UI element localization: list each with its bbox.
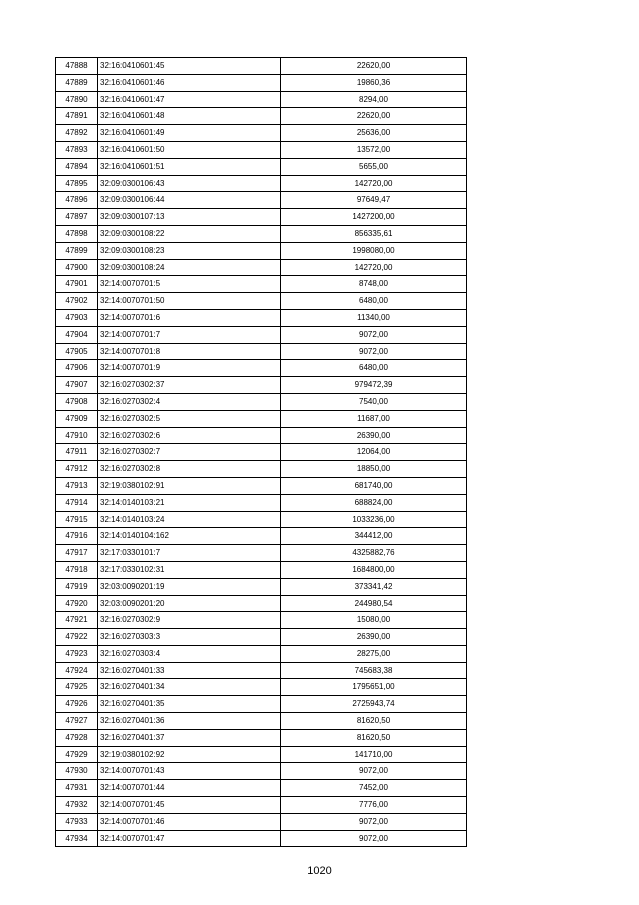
cadastral-value-cell: 11687,00 xyxy=(281,410,467,427)
row-number-cell: 47913 xyxy=(56,477,98,494)
table-row xyxy=(56,696,467,713)
cadastral-number-cell: 32:09:0300107:13 xyxy=(98,209,281,226)
table-row xyxy=(56,746,467,763)
cadastral-number-cell: 32:16:0270401:37 xyxy=(98,729,281,746)
row-number-cell: 47908 xyxy=(56,393,98,410)
row-number-cell: 47922 xyxy=(56,629,98,646)
cadastral-number-cell: 32:16:0270302:8 xyxy=(98,461,281,478)
row-number-cell: 47934 xyxy=(56,830,98,847)
table-row xyxy=(56,595,467,612)
table-row xyxy=(56,377,467,394)
cadastral-number-cell: 32:16:0270401:33 xyxy=(98,662,281,679)
table-row xyxy=(56,528,467,545)
row-number-cell: 47933 xyxy=(56,813,98,830)
table-row xyxy=(56,444,467,461)
cadastral-number-cell: 32:16:0270303:3 xyxy=(98,629,281,646)
cadastral-value-cell: 2725943,74 xyxy=(281,696,467,713)
table-row xyxy=(56,679,467,696)
row-number-cell: 47888 xyxy=(56,58,98,75)
cadastral-number-cell: 32:17:0330101:7 xyxy=(98,545,281,562)
row-number-cell: 47928 xyxy=(56,729,98,746)
table-row xyxy=(56,763,467,780)
row-number-cell: 47896 xyxy=(56,192,98,209)
table-row xyxy=(56,578,467,595)
row-number-cell: 47914 xyxy=(56,494,98,511)
row-number-cell: 47901 xyxy=(56,276,98,293)
table-row xyxy=(56,561,467,578)
table-row xyxy=(56,797,467,814)
table-row xyxy=(56,343,467,360)
row-number-cell: 47930 xyxy=(56,763,98,780)
cadastral-value-cell: 8294,00 xyxy=(281,91,467,108)
table-row xyxy=(56,662,467,679)
table-row xyxy=(56,242,467,259)
row-number-cell: 47889 xyxy=(56,74,98,91)
cadastral-number-cell: 32:09:0300108:23 xyxy=(98,242,281,259)
row-number-cell: 47917 xyxy=(56,545,98,562)
cadastral-value-cell: 745683,38 xyxy=(281,662,467,679)
table-row xyxy=(56,276,467,293)
cadastral-value-cell: 97649,47 xyxy=(281,192,467,209)
cadastral-value-cell: 6480,00 xyxy=(281,293,467,310)
table-row xyxy=(56,729,467,746)
cadastral-value-cell: 856335,61 xyxy=(281,225,467,242)
row-number-cell: 47893 xyxy=(56,141,98,158)
cadastral-number-cell: 32:16:0410601:47 xyxy=(98,91,281,108)
cadastral-number-cell: 32:14:0070701:7 xyxy=(98,326,281,343)
cadastral-value-cell: 979472,39 xyxy=(281,377,467,394)
cadastral-value-cell: 681740,00 xyxy=(281,477,467,494)
row-number-cell: 47923 xyxy=(56,645,98,662)
table-row xyxy=(56,259,467,276)
row-number-cell: 47890 xyxy=(56,91,98,108)
row-number-cell: 47916 xyxy=(56,528,98,545)
cadastral-number-cell: 32:14:0070701:46 xyxy=(98,813,281,830)
cadastral-number-cell: 32:16:0410601:48 xyxy=(98,108,281,125)
row-number-cell: 47921 xyxy=(56,612,98,629)
cadastral-value-cell: 373341,42 xyxy=(281,578,467,595)
cadastral-value-cell: 81620,50 xyxy=(281,713,467,730)
row-number-cell: 47897 xyxy=(56,209,98,226)
page-number: 1020 xyxy=(307,865,332,877)
table-row xyxy=(56,629,467,646)
cadastral-number-cell: 32:14:0140104:162 xyxy=(98,528,281,545)
table-row xyxy=(56,192,467,209)
row-number-cell: 47905 xyxy=(56,343,98,360)
row-number-cell: 47906 xyxy=(56,360,98,377)
table-row xyxy=(56,74,467,91)
cadastral-value-cell: 688824,00 xyxy=(281,494,467,511)
cadastral-value-cell: 22620,00 xyxy=(281,108,467,125)
cadastral-value-cell: 15080,00 xyxy=(281,612,467,629)
cadastral-value-cell: 141710,00 xyxy=(281,746,467,763)
table-row xyxy=(56,293,467,310)
row-number-cell: 47909 xyxy=(56,410,98,427)
cadastral-number-cell: 32:14:0070701:44 xyxy=(98,780,281,797)
table-row xyxy=(56,830,467,847)
table-row xyxy=(56,511,467,528)
cadastral-number-cell: 32:19:0380102:91 xyxy=(98,477,281,494)
table-row xyxy=(56,209,467,226)
cadastral-value-cell: 4325882,76 xyxy=(281,545,467,562)
table-row xyxy=(56,545,467,562)
row-number-cell: 47895 xyxy=(56,175,98,192)
table-row xyxy=(56,91,467,108)
cadastral-value-cell: 18850,00 xyxy=(281,461,467,478)
cadastral-value-cell: 26390,00 xyxy=(281,427,467,444)
cadastral-value-cell: 7452,00 xyxy=(281,780,467,797)
cadastral-value-cell: 1684800,00 xyxy=(281,561,467,578)
cadastral-value-cell: 9072,00 xyxy=(281,763,467,780)
cadastral-number-cell: 32:16:0270401:35 xyxy=(98,696,281,713)
table-row xyxy=(56,360,467,377)
row-number-cell: 47915 xyxy=(56,511,98,528)
row-number-cell: 47904 xyxy=(56,326,98,343)
cadastral-number-cell: 32:16:0270303:4 xyxy=(98,645,281,662)
table-row xyxy=(56,326,467,343)
cadastral-number-cell: 32:09:0300108:24 xyxy=(98,259,281,276)
cadastral-number-cell: 32:14:0070701:5 xyxy=(98,276,281,293)
cadastral-number-cell: 32:09:0300108:22 xyxy=(98,225,281,242)
row-number-cell: 47900 xyxy=(56,259,98,276)
row-number-cell: 47898 xyxy=(56,225,98,242)
table-row xyxy=(56,225,467,242)
cadastral-number-cell: 32:16:0410601:45 xyxy=(98,58,281,75)
table-row xyxy=(56,813,467,830)
table-row xyxy=(56,58,467,75)
cadastral-value-cell: 1795651,00 xyxy=(281,679,467,696)
cadastral-number-cell: 32:14:0070701:50 xyxy=(98,293,281,310)
cadastral-value-cell: 9072,00 xyxy=(281,326,467,343)
cadastral-value-cell: 8748,00 xyxy=(281,276,467,293)
row-number-cell: 47907 xyxy=(56,377,98,394)
cadastral-number-cell: 32:16:0270302:7 xyxy=(98,444,281,461)
cadastral-number-cell: 32:03:0090201:20 xyxy=(98,595,281,612)
cadastral-value-cell: 7540,00 xyxy=(281,393,467,410)
cadastral-number-cell: 32:16:0410601:51 xyxy=(98,158,281,175)
table-row xyxy=(56,427,467,444)
cadastral-value-cell: 1998080,00 xyxy=(281,242,467,259)
table-row xyxy=(56,612,467,629)
cadastral-number-cell: 32:16:0270302:6 xyxy=(98,427,281,444)
cadastral-number-cell: 32:16:0410601:49 xyxy=(98,125,281,142)
table-row xyxy=(56,713,467,730)
row-number-cell: 47899 xyxy=(56,242,98,259)
cadastral-value-cell: 7776,00 xyxy=(281,797,467,814)
cadastral-value-cell: 11340,00 xyxy=(281,309,467,326)
row-number-cell: 47894 xyxy=(56,158,98,175)
row-number-cell: 47927 xyxy=(56,713,98,730)
cadastral-number-cell: 32:16:0270401:34 xyxy=(98,679,281,696)
row-number-cell: 47911 xyxy=(56,444,98,461)
cadastral-value-cell: 28275,00 xyxy=(281,645,467,662)
table-row xyxy=(56,158,467,175)
row-number-cell: 47903 xyxy=(56,309,98,326)
cadastral-value-cell: 13572,00 xyxy=(281,141,467,158)
cadastral-number-cell: 32:17:0330102:31 xyxy=(98,561,281,578)
row-number-cell: 47920 xyxy=(56,595,98,612)
cadastral-number-cell: 32:16:0270302:4 xyxy=(98,393,281,410)
table-row xyxy=(56,309,467,326)
cadastral-number-cell: 32:16:0270302:37 xyxy=(98,377,281,394)
cadastral-value-cell: 5655,00 xyxy=(281,158,467,175)
table-row xyxy=(56,125,467,142)
cadastral-value-cell: 1033236,00 xyxy=(281,511,467,528)
table-row xyxy=(56,494,467,511)
row-number-cell: 47912 xyxy=(56,461,98,478)
cadastral-value-cell: 19860,36 xyxy=(281,74,467,91)
cadastral-value-cell: 12064,00 xyxy=(281,444,467,461)
row-number-cell: 47891 xyxy=(56,108,98,125)
row-number-cell: 47925 xyxy=(56,679,98,696)
table-row xyxy=(56,141,467,158)
table-row xyxy=(56,175,467,192)
cadastral-number-cell: 32:16:0270302:5 xyxy=(98,410,281,427)
cadastral-number-cell: 32:16:0410601:46 xyxy=(98,74,281,91)
cadastral-value-cell: 81620,50 xyxy=(281,729,467,746)
cadastral-number-cell: 32:14:0070701:8 xyxy=(98,343,281,360)
row-number-cell: 47918 xyxy=(56,561,98,578)
cadastral-value-cell: 344412,00 xyxy=(281,528,467,545)
cadastral-number-cell: 32:14:0070701:43 xyxy=(98,763,281,780)
cadastral-value-cell: 142720,00 xyxy=(281,175,467,192)
row-number-cell: 47919 xyxy=(56,578,98,595)
cadastral-value-cell: 9072,00 xyxy=(281,343,467,360)
cadastral-number-cell: 32:16:0270401:36 xyxy=(98,713,281,730)
row-number-cell: 47892 xyxy=(56,125,98,142)
table-row xyxy=(56,108,467,125)
cadastral-value-cell: 1427200,00 xyxy=(281,209,467,226)
table-row xyxy=(56,780,467,797)
cadastral-number-cell: 32:16:0270302:9 xyxy=(98,612,281,629)
cadastral-number-cell: 32:14:0070701:47 xyxy=(98,830,281,847)
cadastral-number-cell: 32:14:0070701:9 xyxy=(98,360,281,377)
table-row xyxy=(56,477,467,494)
cadastral-number-cell: 32:14:0070701:45 xyxy=(98,797,281,814)
table-body xyxy=(56,58,467,847)
cadastral-number-cell: 32:14:0140103:21 xyxy=(98,494,281,511)
cadastral-number-cell: 32:19:0380102:92 xyxy=(98,746,281,763)
row-number-cell: 47926 xyxy=(56,696,98,713)
table-row xyxy=(56,461,467,478)
cadastral-value-cell: 142720,00 xyxy=(281,259,467,276)
table-row xyxy=(56,393,467,410)
cadastral-number-cell: 32:14:0140103:24 xyxy=(98,511,281,528)
table-row xyxy=(56,645,467,662)
row-number-cell: 47929 xyxy=(56,746,98,763)
cadastral-value-cell: 22620,00 xyxy=(281,58,467,75)
row-number-cell: 47932 xyxy=(56,797,98,814)
cadastral-number-cell: 32:09:0300106:43 xyxy=(98,175,281,192)
cadastral-value-cell: 6480,00 xyxy=(281,360,467,377)
cadastral-number-cell: 32:09:0300106:44 xyxy=(98,192,281,209)
row-number-cell: 47924 xyxy=(56,662,98,679)
cadastral-number-cell: 32:03:0090201:19 xyxy=(98,578,281,595)
cadastral-value-cell: 25636,00 xyxy=(281,125,467,142)
row-number-cell: 47910 xyxy=(56,427,98,444)
cadastral-number-cell: 32:14:0070701:6 xyxy=(98,309,281,326)
cadastral-number-cell: 32:16:0410601:50 xyxy=(98,141,281,158)
cadastral-value-cell: 9072,00 xyxy=(281,830,467,847)
cadastral-value-cell: 26390,00 xyxy=(281,629,467,646)
row-number-cell: 47931 xyxy=(56,780,98,797)
cadastral-value-table xyxy=(55,57,467,847)
row-number-cell: 47902 xyxy=(56,293,98,310)
table-row xyxy=(56,410,467,427)
cadastral-value-cell: 9072,00 xyxy=(281,813,467,830)
cadastral-value-cell: 244980,54 xyxy=(281,595,467,612)
